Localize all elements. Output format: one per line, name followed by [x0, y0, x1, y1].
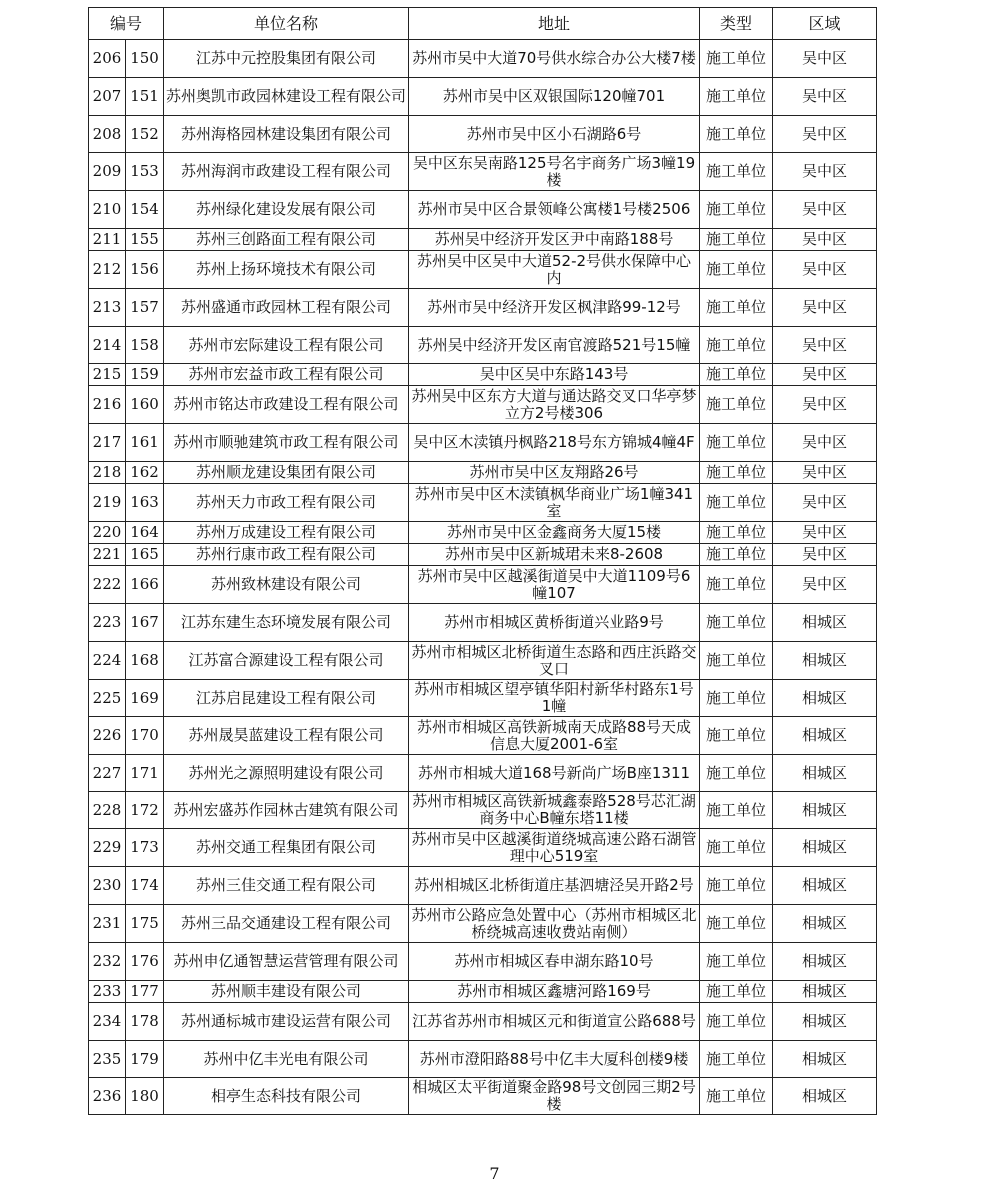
unit-district: 相城区 — [773, 829, 877, 867]
header-district: 区域 — [773, 8, 877, 40]
unit-type: 施工单位 — [700, 327, 773, 364]
unit-address: 苏州吴中经济开发区尹中南路188号 — [409, 229, 700, 251]
table-row — [89, 364, 877, 386]
sub-number: 179 — [126, 1041, 164, 1078]
unit-type: 施工单位 — [700, 943, 773, 981]
table-row — [89, 943, 877, 981]
unit-name: 苏州三佳交通工程有限公司 — [164, 867, 409, 905]
table-row — [89, 251, 877, 289]
sub-number: 180 — [126, 1078, 164, 1115]
table-row — [89, 153, 877, 191]
table-row — [89, 462, 877, 484]
unit-address: 苏州市吴中区小石湖路6号 — [409, 116, 700, 153]
unit-type: 施工单位 — [700, 251, 773, 289]
unit-type: 施工单位 — [700, 680, 773, 717]
sub-number: 156 — [126, 251, 164, 289]
sub-number: 153 — [126, 153, 164, 191]
sub-number: 165 — [126, 544, 164, 566]
sub-number: 162 — [126, 462, 164, 484]
unit-type: 施工单位 — [700, 717, 773, 755]
unit-address: 苏州市相城区北桥街道生态路和西庄浜路交叉口 — [409, 642, 700, 680]
unit-address: 苏州市吴中经济开发区枫津路99-12号 — [409, 289, 700, 327]
unit-address: 苏州市公路应急处置中心（苏州市相城区北桥绕城高速收费站南侧） — [409, 905, 700, 943]
unit-type: 施工单位 — [700, 1041, 773, 1078]
unit-type: 施工单位 — [700, 424, 773, 462]
unit-type: 施工单位 — [700, 191, 773, 229]
table-row — [89, 1003, 877, 1041]
unit-name: 相亭生态科技有限公司 — [164, 1078, 409, 1115]
unit-type: 施工单位 — [700, 981, 773, 1003]
sub-number: 160 — [126, 386, 164, 424]
row-number: 216 — [89, 386, 126, 424]
sub-number: 158 — [126, 327, 164, 364]
sub-number: 175 — [126, 905, 164, 943]
row-number: 210 — [89, 191, 126, 229]
unit-name: 苏州三品交通建设工程有限公司 — [164, 905, 409, 943]
unit-address: 相城区太平街道聚金路98号文创园三期2号楼 — [409, 1078, 700, 1115]
unit-district: 相城区 — [773, 717, 877, 755]
sub-number: 164 — [126, 522, 164, 544]
unit-address: 苏州市相城区高铁新城南天成路88号天成信息大厦2001-6室 — [409, 717, 700, 755]
unit-address: 苏州市吴中区木渎镇枫华商业广场1幢341室 — [409, 484, 700, 522]
unit-district: 相城区 — [773, 604, 877, 642]
unit-name: 苏州中亿丰光电有限公司 — [164, 1041, 409, 1078]
table-row — [89, 792, 877, 829]
unit-name: 苏州天力市政工程有限公司 — [164, 484, 409, 522]
table-row — [89, 566, 877, 604]
unit-type: 施工单位 — [700, 905, 773, 943]
row-number: 227 — [89, 755, 126, 792]
row-number: 215 — [89, 364, 126, 386]
table-row — [89, 905, 877, 943]
row-number: 208 — [89, 116, 126, 153]
unit-type: 施工单位 — [700, 642, 773, 680]
unit-district: 相城区 — [773, 755, 877, 792]
unit-district: 吴中区 — [773, 484, 877, 522]
unit-address: 苏州市吴中区金鑫商务大厦15楼 — [409, 522, 700, 544]
unit-district: 吴中区 — [773, 289, 877, 327]
unit-name: 苏州万成建设工程有限公司 — [164, 522, 409, 544]
row-number: 211 — [89, 229, 126, 251]
unit-district: 相城区 — [773, 1003, 877, 1041]
row-number: 236 — [89, 1078, 126, 1115]
unit-district: 吴中区 — [773, 364, 877, 386]
unit-type: 施工单位 — [700, 116, 773, 153]
table-row — [89, 981, 877, 1003]
sub-number: 168 — [126, 642, 164, 680]
row-number: 218 — [89, 462, 126, 484]
unit-address: 吴中区吴中东路143号 — [409, 364, 700, 386]
sub-number: 176 — [126, 943, 164, 981]
unit-address: 苏州市相城区黄桥街道兴业路9号 — [409, 604, 700, 642]
sub-number: 171 — [126, 755, 164, 792]
table-row — [89, 40, 877, 78]
unit-type: 施工单位 — [700, 566, 773, 604]
unit-district: 相城区 — [773, 867, 877, 905]
registry-table — [88, 7, 877, 1115]
row-number: 225 — [89, 680, 126, 717]
table-row — [89, 484, 877, 522]
row-number: 209 — [89, 153, 126, 191]
row-number: 221 — [89, 544, 126, 566]
sub-number: 150 — [126, 40, 164, 78]
table-row — [89, 327, 877, 364]
sub-number: 174 — [126, 867, 164, 905]
unit-address: 苏州市吴中大道70号供水综合办公大楼7楼 — [409, 40, 700, 78]
unit-type: 施工单位 — [700, 229, 773, 251]
sub-number: 172 — [126, 792, 164, 829]
sub-number: 169 — [126, 680, 164, 717]
sub-number: 159 — [126, 364, 164, 386]
sub-number: 154 — [126, 191, 164, 229]
unit-district: 相城区 — [773, 905, 877, 943]
unit-type: 施工单位 — [700, 484, 773, 522]
row-number: 232 — [89, 943, 126, 981]
unit-type: 施工单位 — [700, 78, 773, 116]
unit-address: 江苏省苏州市相城区元和街道宣公路688号 — [409, 1003, 700, 1041]
table-row — [89, 1041, 877, 1078]
unit-name: 苏州致林建设有限公司 — [164, 566, 409, 604]
row-number: 220 — [89, 522, 126, 544]
table-row — [89, 289, 877, 327]
row-number: 229 — [89, 829, 126, 867]
row-number: 207 — [89, 78, 126, 116]
unit-name: 苏州市宏益市政工程有限公司 — [164, 364, 409, 386]
row-number: 228 — [89, 792, 126, 829]
header-type: 类型 — [700, 8, 773, 40]
unit-name: 苏州通标城市建设运营有限公司 — [164, 1003, 409, 1041]
unit-name: 苏州奥凯市政园林建设工程有限公司 — [164, 78, 409, 116]
unit-district: 吴中区 — [773, 544, 877, 566]
unit-district: 相城区 — [773, 680, 877, 717]
unit-name: 苏州宏盛苏作园林古建筑有限公司 — [164, 792, 409, 829]
unit-type: 施工单位 — [700, 40, 773, 78]
row-number: 235 — [89, 1041, 126, 1078]
unit-name: 江苏富合源建设工程有限公司 — [164, 642, 409, 680]
table-row — [89, 829, 877, 867]
unit-name: 江苏东建生态环境发展有限公司 — [164, 604, 409, 642]
unit-type: 施工单位 — [700, 792, 773, 829]
row-number: 212 — [89, 251, 126, 289]
unit-name: 苏州晟昊蓝建设工程有限公司 — [164, 717, 409, 755]
table-row — [89, 642, 877, 680]
unit-district: 吴中区 — [773, 153, 877, 191]
row-number: 224 — [89, 642, 126, 680]
unit-address: 苏州吴中区东方大道与通达路交叉口华亭梦立方2号楼306 — [409, 386, 700, 424]
table-row — [89, 544, 877, 566]
unit-address: 苏州市相城大道168号新尚广场B座1311 — [409, 755, 700, 792]
sub-number: 157 — [126, 289, 164, 327]
unit-district: 吴中区 — [773, 327, 877, 364]
unit-district: 吴中区 — [773, 566, 877, 604]
unit-type: 施工单位 — [700, 1078, 773, 1115]
row-number: 231 — [89, 905, 126, 943]
row-number: 217 — [89, 424, 126, 462]
unit-district: 相城区 — [773, 1041, 877, 1078]
row-number: 226 — [89, 717, 126, 755]
unit-address: 苏州市吴中区合景领峰公寓楼1号楼2506 — [409, 191, 700, 229]
table-row — [89, 717, 877, 755]
unit-name: 苏州海润市政建设工程有限公司 — [164, 153, 409, 191]
unit-name: 苏州市顺驰建筑市政工程有限公司 — [164, 424, 409, 462]
row-number: 214 — [89, 327, 126, 364]
unit-address: 苏州相城区北桥街道庄基泗塘泾吴开路2号 — [409, 867, 700, 905]
unit-district: 吴中区 — [773, 462, 877, 484]
unit-type: 施工单位 — [700, 829, 773, 867]
unit-type: 施工单位 — [700, 153, 773, 191]
unit-name: 苏州三创路面工程有限公司 — [164, 229, 409, 251]
unit-district: 吴中区 — [773, 229, 877, 251]
table-row — [89, 78, 877, 116]
row-number: 223 — [89, 604, 126, 642]
header-row — [89, 8, 877, 40]
sub-number: 161 — [126, 424, 164, 462]
unit-address: 吴中区东吴南路125号名宇商务广场3幢19楼 — [409, 153, 700, 191]
row-number: 222 — [89, 566, 126, 604]
unit-type: 施工单位 — [700, 289, 773, 327]
sub-number: 167 — [126, 604, 164, 642]
unit-district: 吴中区 — [773, 522, 877, 544]
unit-name: 苏州市铭达市政建设工程有限公司 — [164, 386, 409, 424]
table-row — [89, 229, 877, 251]
sub-number: 151 — [126, 78, 164, 116]
unit-name: 苏州交通工程集团有限公司 — [164, 829, 409, 867]
unit-name: 苏州绿化建设发展有限公司 — [164, 191, 409, 229]
sub-number: 170 — [126, 717, 164, 755]
unit-type: 施工单位 — [700, 522, 773, 544]
unit-name: 江苏启昆建设工程有限公司 — [164, 680, 409, 717]
table-row — [89, 680, 877, 717]
unit-address: 苏州市相城区望亭镇华阳村新华村路东1号1幢 — [409, 680, 700, 717]
unit-name: 苏州光之源照明建设有限公司 — [164, 755, 409, 792]
unit-district: 吴中区 — [773, 191, 877, 229]
sub-number: 155 — [126, 229, 164, 251]
unit-name: 苏州顺丰建设有限公司 — [164, 981, 409, 1003]
table-row — [89, 424, 877, 462]
unit-district: 吴中区 — [773, 386, 877, 424]
unit-address: 苏州市澄阳路88号中亿丰大厦科创楼9楼 — [409, 1041, 700, 1078]
unit-name: 苏州盛通市政园林工程有限公司 — [164, 289, 409, 327]
unit-district: 相城区 — [773, 642, 877, 680]
unit-district: 吴中区 — [773, 424, 877, 462]
table-row — [89, 604, 877, 642]
sub-number: 178 — [126, 1003, 164, 1041]
table-row — [89, 755, 877, 792]
unit-district: 吴中区 — [773, 251, 877, 289]
unit-type: 施工单位 — [700, 604, 773, 642]
page-number: 7 — [489, 1164, 500, 1183]
row-number: 219 — [89, 484, 126, 522]
unit-address: 苏州吴中经济开发区南官渡路521号15幢 — [409, 327, 700, 364]
table-row — [89, 867, 877, 905]
unit-address: 吴中区木渎镇丹枫路218号东方锦城4幢4F — [409, 424, 700, 462]
unit-address: 苏州市相城区春申湖东路10号 — [409, 943, 700, 981]
unit-name: 苏州市宏际建设工程有限公司 — [164, 327, 409, 364]
unit-address: 苏州市吴中区新城珺未来8-2608 — [409, 544, 700, 566]
unit-district: 吴中区 — [773, 78, 877, 116]
unit-type: 施工单位 — [700, 544, 773, 566]
unit-district: 相城区 — [773, 1078, 877, 1115]
unit-district: 吴中区 — [773, 40, 877, 78]
unit-name: 苏州顺龙建设集团有限公司 — [164, 462, 409, 484]
unit-address: 苏州市相城区鑫塘河路169号 — [409, 981, 700, 1003]
sub-number: 163 — [126, 484, 164, 522]
unit-address: 苏州市吴中区友翔路26号 — [409, 462, 700, 484]
unit-address: 苏州市吴中区越溪街道吴中大道1109号6幢107 — [409, 566, 700, 604]
row-number: 234 — [89, 1003, 126, 1041]
sub-number: 173 — [126, 829, 164, 867]
table-row — [89, 191, 877, 229]
row-number: 233 — [89, 981, 126, 1003]
unit-type: 施工单位 — [700, 386, 773, 424]
header-address: 地址 — [409, 8, 700, 40]
row-number: 230 — [89, 867, 126, 905]
unit-district: 相城区 — [773, 792, 877, 829]
table-row — [89, 116, 877, 153]
unit-address: 苏州市吴中区双银国际120幢701 — [409, 78, 700, 116]
unit-address: 苏州市吴中区越溪街道绕城高速公路石湖管理中心519室 — [409, 829, 700, 867]
unit-district: 相城区 — [773, 981, 877, 1003]
unit-address: 苏州吴中区吴中大道52-2号供水保障中心内 — [409, 251, 700, 289]
row-number: 213 — [89, 289, 126, 327]
unit-name: 苏州行康市政工程有限公司 — [164, 544, 409, 566]
unit-name: 江苏中元控股集团有限公司 — [164, 40, 409, 78]
sub-number: 177 — [126, 981, 164, 1003]
unit-type: 施工单位 — [700, 364, 773, 386]
table-row — [89, 522, 877, 544]
table-row — [89, 1078, 877, 1115]
unit-district: 相城区 — [773, 943, 877, 981]
unit-name: 苏州上扬环境技术有限公司 — [164, 251, 409, 289]
header-name: 单位名称 — [164, 8, 409, 40]
unit-district: 吴中区 — [773, 116, 877, 153]
sub-number: 152 — [126, 116, 164, 153]
row-number: 206 — [89, 40, 126, 78]
sub-number: 166 — [126, 566, 164, 604]
table-row — [89, 386, 877, 424]
unit-type: 施工单位 — [700, 867, 773, 905]
unit-address: 苏州市相城区高铁新城鑫泰路528号芯汇湖商务中心B幢东塔11楼 — [409, 792, 700, 829]
unit-type: 施工单位 — [700, 755, 773, 792]
unit-type: 施工单位 — [700, 1003, 773, 1041]
unit-name: 苏州申亿通智慧运营管理有限公司 — [164, 943, 409, 981]
header-number: 编号 — [89, 8, 164, 40]
unit-type: 施工单位 — [700, 462, 773, 484]
unit-name: 苏州海格园林建设集团有限公司 — [164, 116, 409, 153]
